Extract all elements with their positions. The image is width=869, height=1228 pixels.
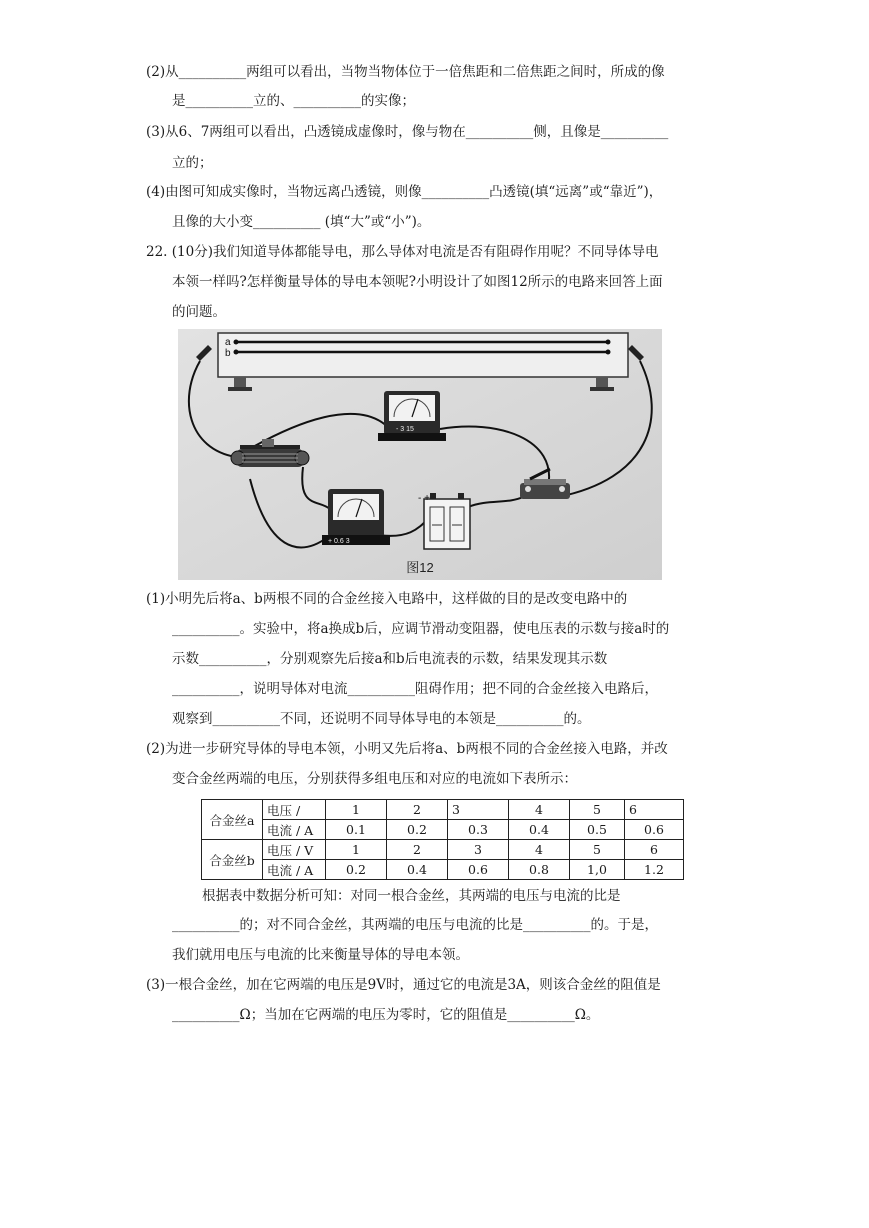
question-21-part-4-line-2: 且像的大小变__________ (填“大”或“小”)。: [172, 214, 431, 230]
row-label: 电流 / A: [263, 820, 326, 840]
table-cell: 0.4: [387, 860, 448, 880]
voltmeter-terminals: - 3 15: [396, 426, 414, 433]
question-22-part-2-analysis-line-1: 根据表中数据分析可知：对同一根合金丝，其两端的电压与电流的比是: [202, 888, 621, 904]
group-label-b: 合金丝b: [202, 840, 263, 880]
question-22-intro-line-2: 本领一样吗?怎样衡量导体的导电本领呢?小明设计了如图12所示的电路来回答上面: [172, 274, 663, 290]
table-cell: 0.6: [625, 820, 684, 840]
question-22-intro-line-3: 的问题。: [172, 304, 226, 320]
row-label: 电压 /: [263, 800, 326, 820]
question-22-part-1-line-3: 示数__________，分别观察先后接a和b后电流表的示数，结果发现其示数: [172, 651, 608, 667]
table-cell: 1.2: [625, 860, 684, 880]
table-cell: 0.4: [509, 820, 570, 840]
table-cell: 0.3: [448, 820, 509, 840]
table-cell: 0.2: [326, 860, 387, 880]
question-22-part-2-analysis-line-3: 我们就用电压与电流的比来衡量导体的导电本领。: [172, 947, 469, 963]
table-cell: 6: [625, 840, 684, 860]
question-21-part-3-line-2: 立的；: [172, 155, 213, 171]
question-22-part-1-line-5: 观察到__________不同，还说明不同导体导电的本领是__________的。: [172, 711, 591, 727]
question-21-part-4-line-1: (4)由图可知成实像时，当物远离凸透镜，则像__________凸透镜(填“远离”或“靠近”)，: [146, 184, 663, 200]
table-cell: 4: [509, 840, 570, 860]
table-cell: 1,0: [570, 860, 625, 880]
table-row: [202, 800, 684, 820]
question-21-part-2-line-2: 是__________立的、__________的实像；: [172, 93, 415, 109]
figure-caption: 图12: [406, 560, 434, 575]
voltmeter: [378, 391, 446, 441]
table-cell: 2: [387, 840, 448, 860]
wire-label-b: b: [225, 348, 231, 359]
table-row: [202, 860, 684, 880]
question-22-part-1-line-1: (1)小明先后将a、b两根不同的合金丝接入电路中，这样做的目的是改变电路中的: [146, 591, 628, 607]
table-cell: 3: [448, 840, 509, 860]
question-21-part-2-line-1: (2)从__________两组可以看出，当物当物体位于一倍焦距和二倍焦距之间时，所成的像: [146, 64, 665, 80]
question-22-part-1-line-2: __________。实验中，将a换成b后，应调节滑动变阻器，使电压表的示数与接a时的: [172, 621, 670, 637]
table-cell: 1: [326, 840, 387, 860]
data-table: [201, 799, 684, 880]
ammeter: [322, 489, 390, 545]
table-cell: 6: [625, 800, 684, 820]
question-22-part-2-line-1: (2)为进一步研究导体的导电本领，小明又先后将a、b两根不同的合金丝接入电路，并改: [146, 741, 668, 757]
group-label-a: 合金丝a: [202, 800, 263, 840]
question-22-part-3-line-2: __________Ω；当加在它两端的电压为零时，它的阻值是__________Ω。: [172, 1007, 600, 1023]
table-cell: 0.6: [448, 860, 509, 880]
table-cell: 3: [448, 800, 509, 820]
circuit-figure: [178, 329, 662, 580]
circuit-diagram: [178, 329, 662, 580]
table-cell: 4: [509, 800, 570, 820]
table-cell: 0.1: [326, 820, 387, 840]
table-cell: 0.8: [509, 860, 570, 880]
row-label: 电压 / V: [263, 840, 326, 860]
question-21-part-3-line-1: (3)从6、7两组可以看出，凸透镜成虚像时，像与物在__________侧，且像是__________: [146, 124, 669, 140]
table-cell: 1: [326, 800, 387, 820]
table-cell: 5: [570, 840, 625, 860]
table-cell: 2: [387, 800, 448, 820]
table-row: [202, 840, 684, 860]
question-22-part-2-line-2: 变合金丝两端的电压，分别获得多组电压和对应的电流如下表所示：: [172, 771, 577, 787]
battery-signs: - +: [418, 493, 430, 504]
question-22-part-1-line-4: __________，说明导体对电流__________阻碍作用；把不同的合金丝接入电路后，: [172, 681, 658, 697]
question-22-part-2-analysis-line-2: __________的；对不同合金丝，其两端的电压与电流的比是__________的。于是，: [172, 917, 658, 933]
table-cell: 0.2: [387, 820, 448, 840]
wire-label-a: a: [225, 337, 231, 348]
table-row: [202, 820, 684, 840]
row-label: 电流 / A: [263, 860, 326, 880]
ammeter-terminals: + 0.6 3: [328, 538, 350, 545]
battery-icon: [424, 493, 470, 549]
table-cell: 0.5: [570, 820, 625, 840]
table-cell: 5: [570, 800, 625, 820]
question-22-part-3-line-1: (3)一根合金丝，加在它两端的电压是9V时，通过它的电流是3A，则该合金丝的阻值是: [146, 977, 661, 993]
question-22-intro-line-1: 22. (10分)我们知道导体都能导电，那么导体对电流是否有阻碍作用呢？不同导体导电: [146, 244, 659, 260]
